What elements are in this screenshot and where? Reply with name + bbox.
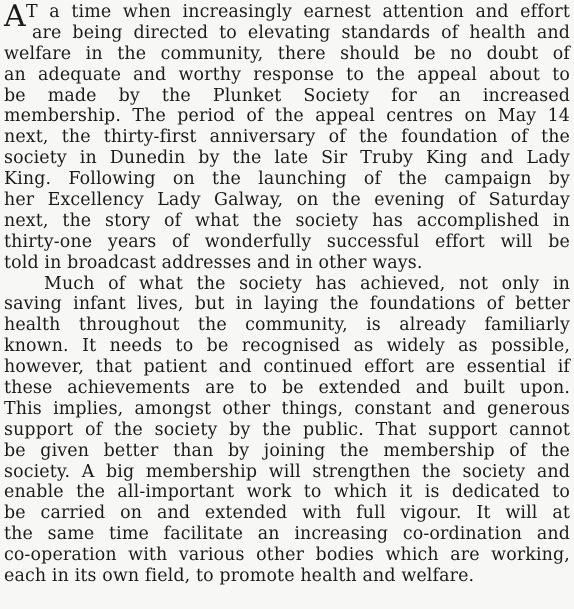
text-line: these achievements are to be extended and built upon. [4,378,570,399]
text-line: next, the story of what the society has accomplished in [4,210,570,231]
text-line: told in broadcast addresses and in other ways. [4,252,423,273]
text-line: society. A big membership will strengthen the society and [4,461,570,482]
text-line: be given better than by joining the membership of the [4,440,570,461]
text-line: welfare in the community, there should be no doubt of [4,43,570,64]
text-line: next, the thirty-first anniversary of the foundation of the [4,127,570,148]
text-line: support of the society by the public. That support cannot [4,419,570,440]
drop-cap: A [4,0,26,34]
text-line: membership. The period of the appeal centres on May 14 [4,106,570,127]
text-line: each in its own field, to promote health and welfare. [4,566,475,587]
text-line: enable the all-important work to which it is dedicated to [4,482,570,503]
text-line: saving infant lives, but in laying the foundations of better [4,294,570,315]
text-line: the same time facilitate an increasing co-ordination and [4,524,570,545]
text-line: however, that patient and continued effort are essential if [4,357,570,378]
text-line: are being directed to elevating standards of health and [32,22,570,43]
text-line: an adequate and worthy response to the appeal about to [4,64,570,85]
text-line: T a time when increasingly earnest attention and effort [26,2,570,22]
text-line: society in Dunedin by the late Sir Truby King and Lady [4,148,570,169]
text-line: be carried on and extended with full vigour. It will at [4,503,570,524]
text-line: known. It needs to be recognised as widely as possible, [4,336,570,357]
text-line: health throughout the community, is already familiarly [4,315,570,336]
text-line: her Excellency Lady Galway, on the evening of Saturday [4,190,570,211]
article-text [4,2,570,587]
text-line: co-operation with various other bodies which are working, [4,545,570,566]
text-line: Much of what the society has achieved, not only in [44,273,570,294]
text-line: thirty-one years of wonderfully successful effort will be [4,231,570,252]
text-line: This implies, amongst other things, constant and generous [4,398,570,419]
text-line: King. Following on the launching of the campaign by [4,169,570,190]
text-line: be made by the Plunket Society for an increased [4,85,570,106]
